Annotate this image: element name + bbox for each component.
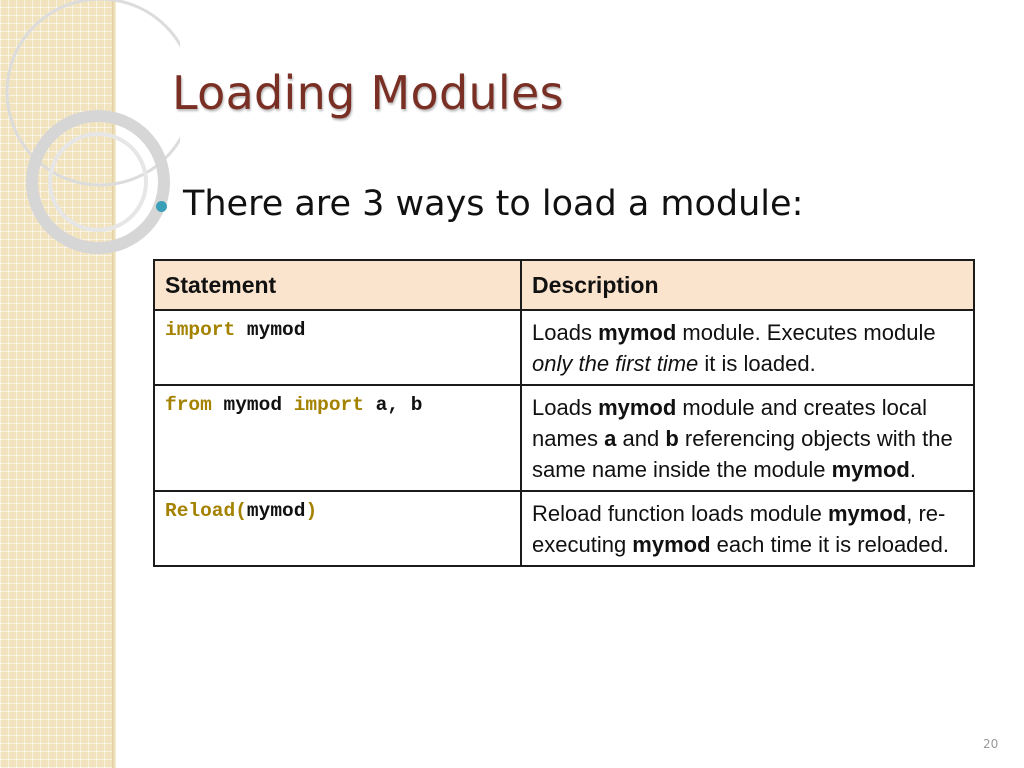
header-description: Description bbox=[521, 260, 974, 310]
code-text: a, b bbox=[363, 394, 423, 416]
code-keyword: import bbox=[165, 319, 236, 341]
description-text: , re-executing bbox=[532, 501, 946, 557]
description-cell bbox=[521, 310, 974, 385]
description-text: . bbox=[909, 457, 916, 482]
code-keyword: ) bbox=[305, 500, 318, 522]
description-text: each time it is reloaded. bbox=[710, 532, 950, 557]
bullet-text: There are 3 ways to load a module: bbox=[183, 184, 804, 224]
description-text: Loads bbox=[532, 320, 599, 345]
description-text: Reload function loads module bbox=[532, 501, 828, 526]
decorative-ring-inner bbox=[50, 134, 146, 230]
description-text: Loads bbox=[532, 395, 599, 420]
statement-cell bbox=[154, 385, 521, 491]
bullet-icon bbox=[156, 201, 167, 212]
description-emphasis: mymod bbox=[831, 457, 910, 482]
description-emphasis: mymod bbox=[632, 532, 711, 557]
description-emphasis: mymod bbox=[598, 320, 677, 345]
slide-title: Loading Modules bbox=[172, 66, 564, 120]
description-emphasis: b bbox=[665, 426, 679, 451]
code-text: mymod bbox=[235, 319, 306, 341]
module-loading-table bbox=[153, 259, 975, 567]
description-emphasis: a bbox=[604, 426, 617, 451]
description-emphasis: mymod bbox=[827, 501, 907, 526]
description-text: and bbox=[616, 426, 666, 451]
description-cell bbox=[521, 385, 974, 491]
description-text: it is loaded. bbox=[698, 351, 816, 376]
code-text: mymod bbox=[211, 394, 294, 416]
description-text: module. Executes module bbox=[676, 320, 936, 345]
code-keyword: from bbox=[165, 394, 212, 416]
code-text: mymod bbox=[246, 500, 306, 522]
table-header-row bbox=[154, 260, 974, 310]
page-number: 20 bbox=[983, 737, 999, 751]
bullet-point bbox=[156, 184, 803, 224]
decorative-rings bbox=[0, 0, 180, 280]
table-row bbox=[154, 385, 974, 491]
table-row bbox=[154, 491, 974, 566]
statement-cell bbox=[154, 491, 521, 566]
description-cell bbox=[521, 491, 974, 566]
description-emphasis: mymod bbox=[598, 395, 677, 420]
code-keyword: Reload( bbox=[165, 500, 247, 522]
description-text: referencing objects with the same name inside the module bbox=[532, 426, 953, 482]
header-statement: Statement bbox=[154, 260, 521, 310]
description-emphasis: only the first time bbox=[532, 351, 699, 376]
code-keyword: import bbox=[293, 394, 364, 416]
description-text: module and creates local names bbox=[532, 395, 928, 451]
table-row bbox=[154, 310, 974, 385]
statement-cell bbox=[154, 310, 521, 385]
